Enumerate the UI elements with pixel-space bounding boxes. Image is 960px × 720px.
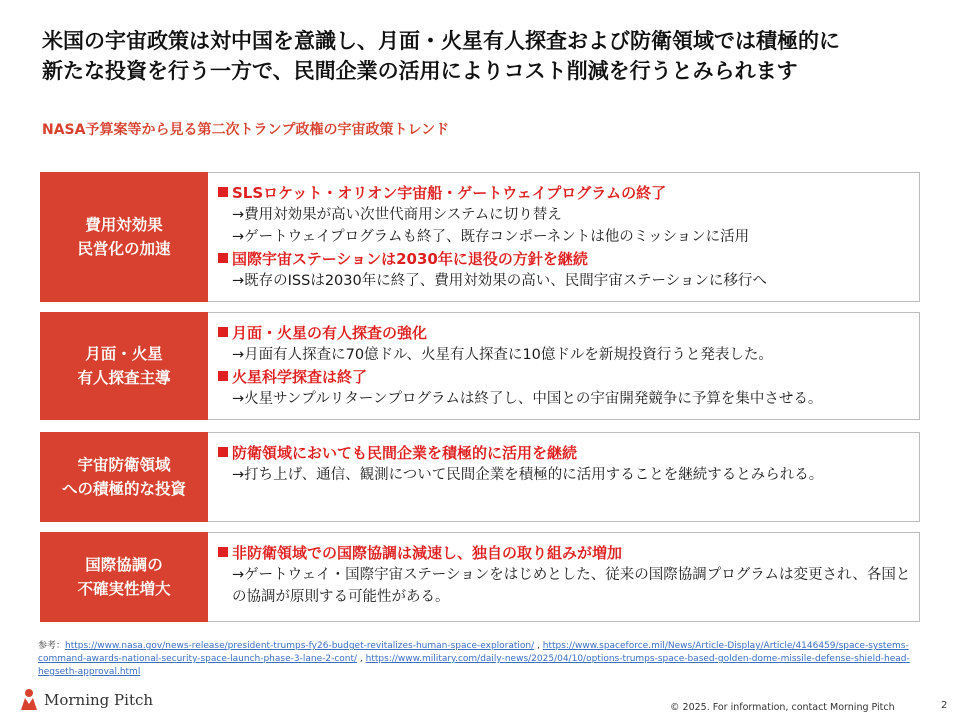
section-heading: 月面・火星の有人探査の強化 xyxy=(218,322,913,344)
detail-text: →月面有人探査に70億ドル、火星有人探査に10億ドルを新規投資行うと発表した。 xyxy=(232,347,773,363)
reference-link[interactable]: https://www.military.com/daily-news/2025/04/10/options-trumps-space-based-golden-dome-missile-defense-shield-head-hegseth-approval.html xyxy=(38,654,910,677)
references xyxy=(38,640,918,679)
row-label-line: 費用対効果 xyxy=(85,216,163,234)
row-content xyxy=(208,532,920,622)
bullet-square-icon xyxy=(218,447,228,457)
copyright-footer: © 2025. For information, contact Morning Pitch xyxy=(670,702,895,713)
references-prefix: 参考： xyxy=(38,641,66,651)
title-line-2: 新たな投資を行う一方で、民間企業の活用によりコスト削減を行うとみられます xyxy=(42,59,798,83)
logo-text: Morning Pitch xyxy=(44,691,154,709)
references-separator: , xyxy=(357,654,366,664)
row-label-line: 民営化の加速 xyxy=(77,240,171,258)
section-heading: 防衛領域においても民間企業を積極的に活用を継続 xyxy=(218,442,913,464)
row-label-line: 国際協調の xyxy=(85,556,163,574)
references-separator: , xyxy=(534,641,543,651)
section-heading: 国際宇宙ステーションは2030年に退役の方針を継続 xyxy=(218,248,913,270)
trend-row-defense xyxy=(40,432,920,522)
reference-link[interactable]: https://www.nasa.gov/news-release/president-trumps-fy26-budget-revitalizes-human-space-exploration/ xyxy=(65,641,535,651)
morning-pitch-logo-icon xyxy=(18,688,40,712)
trend-row-international xyxy=(40,532,920,622)
bullet-square-icon xyxy=(218,547,228,557)
row-label-line: 月面・火星 xyxy=(85,345,163,363)
row-label-line: 宇宙防衛領域 xyxy=(77,456,171,474)
title-line-1: 米国の宇宙政策は対中国を意識し、月面・火星有人探査および防衛領域では積極的に xyxy=(42,29,840,53)
page-number: 2 xyxy=(941,700,948,711)
detail-text: →費用対効果が高い次世代商用システムに切り替え xyxy=(232,207,562,223)
company-logo xyxy=(18,688,153,712)
page-title xyxy=(42,26,932,86)
detail-text: →打ち上げ、通信、観測について民間企業を積極的に活用することを継続するとみられる。 xyxy=(232,467,824,483)
reference-link[interactable]: https://www.spaceforce.mil/News/Article-Display/Article/4146459/space-systems-command-awards-national-security-space-launch-phase-3-lane-2-cont/ xyxy=(38,641,909,664)
trend-row-lunar-mars xyxy=(40,312,920,420)
bullet-square-icon xyxy=(218,253,228,263)
row-label-line: への積極的な投資 xyxy=(61,480,186,498)
bullet-square-icon xyxy=(218,187,228,197)
detail-text: →既存のISSは2030年に終了、費用対効果の高い、民間宇宙ステーションに移行へ xyxy=(232,273,767,289)
row-content xyxy=(208,172,920,302)
row-label-line: 不確実性増大 xyxy=(77,580,171,598)
section-heading: SLSロケット・オリオン宇宙船・ゲートウェイプログラムの終了 xyxy=(218,182,913,204)
row-content xyxy=(208,432,920,522)
row-label xyxy=(40,432,208,522)
bullet-square-icon xyxy=(218,327,228,337)
section-subtitle: NASA予算案等から見る第二次トランプ政権の宇宙政策トレンド xyxy=(42,122,450,138)
detail-text: →ゲートウェイプログラムも終了、既存コンポーネントは他のミッションに活用 xyxy=(232,229,750,245)
row-label xyxy=(40,532,208,622)
trend-row-cost-efficiency xyxy=(40,172,920,302)
section-heading: 非防衛領域での国際協調は減速し、独自の取り組みが増加 xyxy=(218,542,913,564)
detail-text: →ゲートウェイ・国際宇宙ステーションをはじめとした、従来の国際協調プログラムは変更され、各国との協調が原則する可能性がある。 xyxy=(232,567,911,605)
section-heading: 火星科学探査は終了 xyxy=(218,366,913,388)
bullet-square-icon xyxy=(218,371,228,381)
row-label-line: 有人探査主導 xyxy=(77,369,171,387)
row-content xyxy=(208,312,920,420)
row-label xyxy=(40,172,208,302)
row-label xyxy=(40,312,208,420)
detail-text: →火星サンプルリターンプログラムは終了し、中国との宇宙開発競争に予算を集中させる。 xyxy=(232,391,823,407)
